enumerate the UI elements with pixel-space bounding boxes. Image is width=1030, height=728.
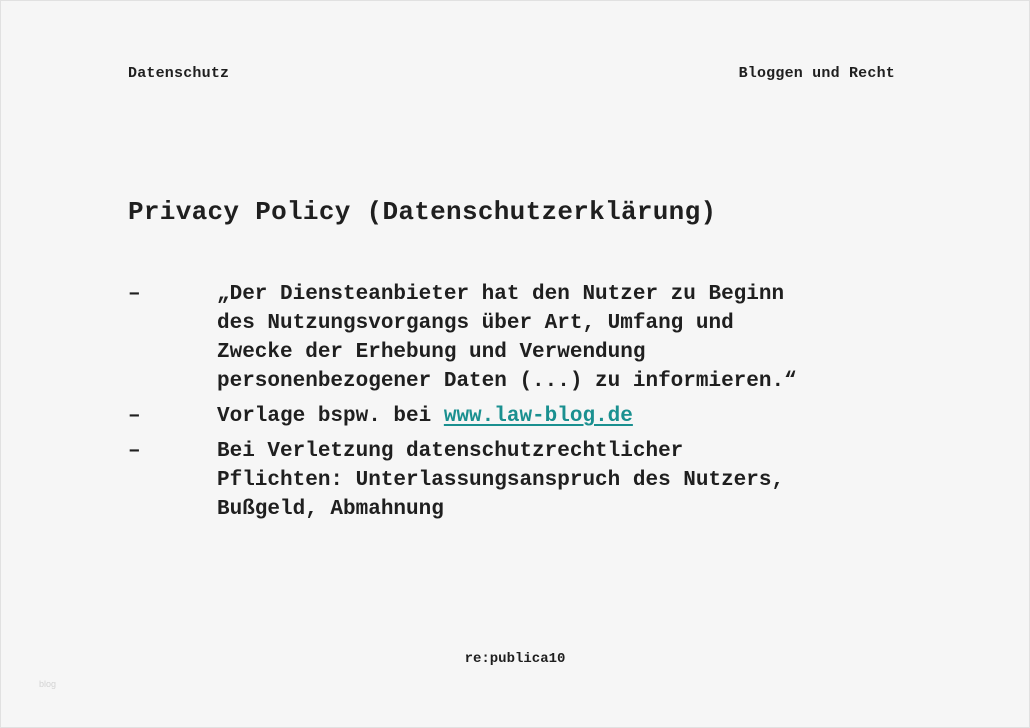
law-blog-link[interactable]: www.law-blog.de [443, 405, 633, 428]
bullet-text-line: Pflichten: Unterlassungsanspruch des Nutzers, [217, 469, 785, 492]
bullet-item-template [128, 402, 928, 431]
bullet-text-line [217, 402, 928, 431]
bullet-text-line: Bei Verletzung datenschutzrechtlicher [217, 440, 684, 463]
header-section-label: Datenschutz [128, 65, 230, 82]
bullet-text-line: des Nutzungsvorgangs über Art, Umfang und [217, 312, 734, 335]
bullet-list [128, 280, 928, 530]
bullet-item-quote [128, 280, 928, 396]
bullet-item-violation [128, 437, 928, 524]
bullet-dash: – [128, 440, 141, 463]
watermark-text: blog [39, 679, 57, 689]
bullet-text-line: personenbezogener Daten (...) zu informieren.“ [217, 370, 797, 393]
bullet-dash: – [128, 405, 141, 428]
header-topic-label: Bloggen und Recht [738, 65, 895, 82]
footer-event-label: re:publica10 [464, 651, 566, 667]
slide-title: Privacy Policy (Datenschutzerklärung) [128, 197, 717, 227]
bullet-text-line: „Der Diensteanbieter hat den Nutzer zu Beginn [217, 283, 785, 306]
bullet-text-line: Zwecke der Erhebung und Verwendung [217, 341, 646, 364]
bullet-text-prefix: Vorlage bspw. bei [217, 405, 444, 428]
bullet-dash: – [128, 283, 141, 306]
bullet-text-line: Bußgeld, Abmahnung [217, 498, 444, 521]
